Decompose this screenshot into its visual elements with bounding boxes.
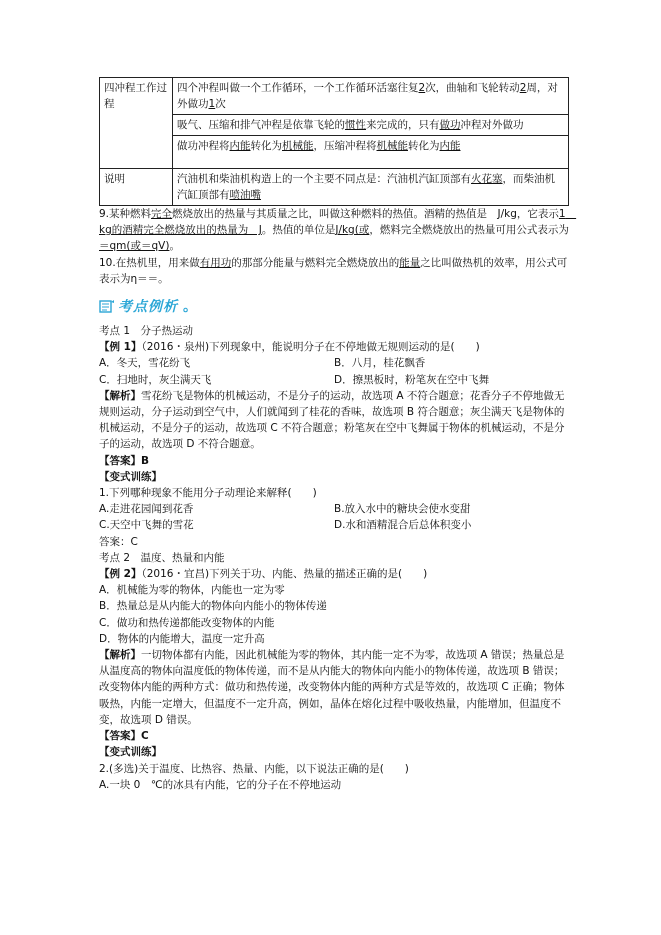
option-d: D．擦黑板时，粉笔灰在空中飞舞 <box>334 373 490 386</box>
option-a: A.走进花园闻到花香 <box>99 503 194 516</box>
keypoint-2: 考点 2 温度、热量和内能 <box>99 551 225 564</box>
example-2-answer: 【答案】C <box>99 730 149 743</box>
question-1-options-cd <box>99 517 569 533</box>
option-d: D.水和酒精混合后总体积变小 <box>334 519 472 532</box>
document-page <box>99 77 577 793</box>
example-2-analysis: 【解析】一切物体都有内能，因此机械能为零的物体，其内能一定不为零，故选项 A 错误；热量总是从温度高的物体向温度低的物体传递，而不是从内能大的物体向内能小的物体传递，故选项 B 错误；改变物体内能的两种方式：做功和热传递，改变物体内能的两种方式是等效的，故选项 C 正确；物体吸热，内能一定增大，但温度不一定升高，例如，晶体在熔化过程中吸收热量，内能增加，但温度不变，故选项 D 错误。 <box>99 649 565 726</box>
example-1-answer: 【答案】B <box>99 454 150 467</box>
option-b: B.放入水中的糖块会使水变甜 <box>334 503 471 516</box>
paragraph-9: 9.某种燃料完全燃烧放出的热量与其质量之比，叫做这种燃料的热值。酒精的热值是 J/kg，它表示1 kg的酒精完全燃烧放出的热量为 J。热值的单位是J/kg(或，燃料完全燃烧放出的热量可用公式表示为＝qm(或＝qV)。 <box>99 208 577 253</box>
table-cell-note: 汽油机和柴油机构造上的一个主要不同点是：汽油机汽缸顶部有火花塞，而柴油机汽缸顶部有喷油嘴 <box>173 169 569 206</box>
section-title: 考点例析 <box>118 299 178 316</box>
option-a: A．机械能为零的物体，内能也一定为零 <box>99 584 285 597</box>
paragraph-10: 10.在热机里，用来做有用功的那部分能量与燃料完全燃烧放出的能量之比叫做热机的效率，用公式可表示为η＝＝。 <box>99 256 568 285</box>
option-a: A.一块 0 ℃的冰具有内能，它的分子在不停地运动 <box>99 778 342 791</box>
question-1-options-ab <box>99 501 569 517</box>
option-b: B．热量总是从内能大的物体向内能小的物体传递 <box>99 600 327 613</box>
table-head-note: 说明 <box>100 169 173 206</box>
table-head-process: 四冲程工作过程 <box>100 78 173 169</box>
question-1-answer: 答案：C <box>99 535 138 548</box>
example-1-stem: 【例 1】（2016・泉州)下列现象中，能说明分子在不停地做无规则运动的是( ) <box>99 341 480 354</box>
option-c: C．扫地时，灰尘满天飞 <box>99 373 212 386</box>
section-dot: 。 <box>183 299 197 316</box>
option-d: D．物体的内能增大，温度一定升高 <box>99 632 265 645</box>
section-banner <box>99 297 569 315</box>
example-1-options-ab <box>99 355 569 371</box>
option-c: C.天空中飞舞的雪花 <box>99 519 194 532</box>
example-2-variant: 【变式训练】 <box>99 746 162 759</box>
option-a: A．冬天，雪花纷飞 <box>99 357 191 370</box>
example-1-variant: 【变式训练】 <box>99 470 162 483</box>
option-b: B．八月，桂花飘香 <box>334 357 426 370</box>
example-1-analysis: 【解析】雪花纷飞是物体的机械运动，不是分子的运动，故选项 A 不符合题意；花香分子不停地做无规则运动，分子运动到空气中，人们就闻到了桂花的香味，故选项 B 符合题意；灰尘满天飞是物体的机械运动，不是分子的运动，故选项 C 不符合题意；粉笔灰在空中飞舞属于物体的机械运动，不是分子的运动，故选项 D 不符合题意。 <box>99 389 565 451</box>
table-cell-inertia: 吸气、压缩和排气冲程是依靠飞轮的惯性来完成的，只有做功冲程对外做功 <box>173 115 569 136</box>
keypoint-1: 考点 1 分子热运动 <box>99 325 194 338</box>
engine-info-table <box>99 77 569 206</box>
option-c: C．做功和热传递都能改变物体的内能 <box>99 616 275 629</box>
example-1-options-cd <box>99 372 569 388</box>
table-cell-cycle: 四个冲程叫做一个工作循环，一个工作循环活塞往复2次，曲轴和飞轮转动2周，对外做功1次 <box>173 78 569 115</box>
question-1-stem: 1.下列哪种现象不能用分子动理论来解释( ) <box>99 487 317 500</box>
notebook-icon <box>99 299 115 313</box>
question-2-stem: 2.(多选)关于温度、比热容、热量、内能，以下说法正确的是( ) <box>99 762 409 775</box>
table-cell-energy: 做功冲程将内能转化为机械能，压缩冲程将机械能转化为内能 <box>173 136 569 169</box>
example-2-stem: 【例 2】（2016・宜昌)下列关于功、内能、热量的描述正确的是( ) <box>99 568 428 581</box>
